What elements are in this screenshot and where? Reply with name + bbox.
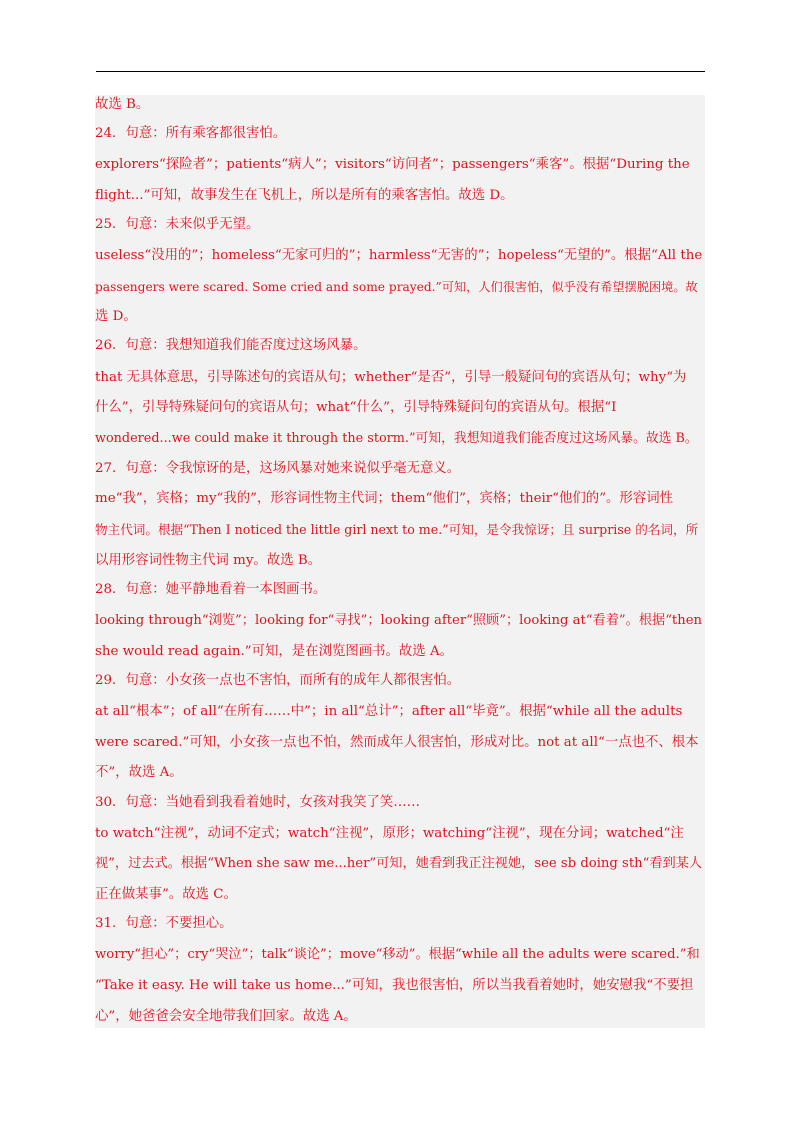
text-line: flight...”可知，故事发生在飞机上，所以是所有的乘客害怕。故选 D。 bbox=[95, 188, 514, 203]
text-line: 选 D。 bbox=[95, 309, 137, 324]
text-line: that 无具体意思，引导陈述句的宾语从句；whether“是否”，引导一般疑问句的宾语从句；why“为 bbox=[95, 370, 687, 385]
text-line: she would read again.”可知，是在浏览图画书。故选 A。 bbox=[95, 644, 454, 659]
text-line: passengers were scared. Some cried and some prayed.”可知，人们很害怕，似乎没有希望摆脱困境。故 bbox=[95, 280, 698, 294]
header-rule bbox=[96, 71, 705, 72]
text-line: me“我”，宾格；my“我的”，形容词性物主代词；them“他们”，宾格；their“他们的”。形容词性 bbox=[95, 491, 673, 506]
text-line: worry“担心”；cry“哭泣”；talk“谈论”；move“移动”。根据“while all the adults were scared.”和 bbox=[95, 947, 700, 962]
text-line: 物主代词。根据“Then I noticed the little girl next to me.”可知，是令我惊讶；且 surprise 的名词，所 bbox=[95, 522, 699, 537]
text-line: 什么”，引导特殊疑问句的宾语从句；what“什么”，引导特殊疑问句的宾语从句。根据“I bbox=[95, 400, 617, 415]
question-sentence-meaning: 31．句意：不要担心。 bbox=[95, 916, 233, 931]
text-line: 正在做某事”。故选 C。 bbox=[95, 887, 237, 902]
question-sentence-meaning: 26．句意：我想知道我们能否度过这场风暴。 bbox=[95, 338, 367, 353]
text-line: wondered...we could make it through the storm.”可知，我想知道我们能否度过这场风暴。故选 B。 bbox=[95, 431, 698, 446]
question-sentence-meaning: 25．句意：未来似乎无望。 bbox=[95, 217, 260, 232]
text-line: 心”，她爸爸会安全地带我们回家。故选 A。 bbox=[95, 1009, 357, 1024]
text-line: explorers“探险者”；patients“病人”；visitors“访问者”；passengers“乘客”。根据“During the bbox=[95, 157, 690, 172]
text-line: 故选 B。 bbox=[95, 97, 150, 112]
text-line: at all“根本”；of all“在所有……中”；in all“总计”；after all“毕竟”。根据“while all the adults bbox=[95, 704, 683, 719]
text-line: 视”，过去式。根据“When she saw me...her”可知，她看到我正注视她，see sb doing sth“看到某人 bbox=[95, 856, 703, 871]
text-line: to watch“注视”，动词不定式；watch“注视”，原形；watching“注视”，现在分词；watched“注 bbox=[95, 826, 684, 841]
question-sentence-meaning: 24．句意：所有乘客都很害怕。 bbox=[95, 126, 287, 141]
question-sentence-meaning: 29．句意：小女孩一点也不害怕，而所有的成年人都很害怕。 bbox=[95, 673, 461, 688]
question-sentence-meaning: 27．句意：令我惊讶的是，这场风暴对她来说似乎毫无意义。 bbox=[95, 461, 461, 476]
text-line: useless“没用的”；homeless“无家可归的”；harmless“无害的”；hopeless“无望的”。根据“All the bbox=[95, 248, 703, 263]
question-sentence-meaning: 30．句意：当她看到我看着她时，女孩对我笑了笑…… bbox=[95, 795, 421, 810]
text-line: were scared.”可知，小女孩一点也不怕，然而成年人很害怕，形成对比。not at all“一点也不、根本 bbox=[95, 735, 699, 750]
question-sentence-meaning: 28．句意：她平静地看着一本图画书。 bbox=[95, 582, 327, 597]
text-line: looking through“浏览”；looking for“寻找”；looking after“照顾”；looking at“看着”。根据“then bbox=[95, 613, 703, 628]
answer-explanation-block bbox=[95, 95, 705, 1028]
text-line: “Take it easy. He will take us home...”可知，我也很害怕，所以当我看着她时，她安慰我“不要担 bbox=[95, 978, 694, 993]
text-line: 以用形容词性物主代词 my。故选 B。 bbox=[95, 553, 322, 568]
text-line: 不”，故选 A。 bbox=[95, 765, 183, 780]
